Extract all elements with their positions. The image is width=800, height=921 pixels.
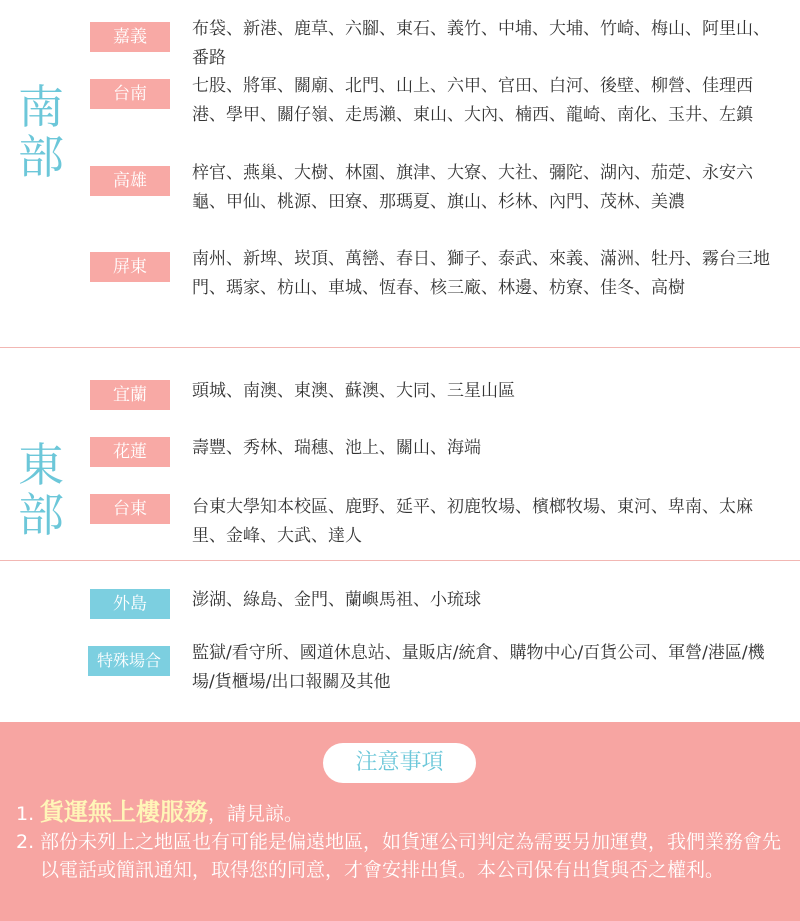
- notice-item-1-text: [40, 798, 790, 828]
- area-list-pingtung: 南州、新埤、崁頂、萬巒、春日、獅子、泰武、來義、滿洲、牡丹、霧台三地門、瑪家、枋山、車城、恆春、核三廠、林邊、枋寮、佳冬、高樹: [192, 249, 770, 298]
- area-tag-islands: 外島: [90, 589, 170, 619]
- notice-item-1-number: 1.: [16, 803, 35, 825]
- notice-panel: [0, 722, 800, 921]
- area-list-kaohsiung: 梓官、燕巢、大樹、林園、旗津、大寮、大社、彌陀、湖內、茄萣、永安六龜、甲仙、桃源、田寮、那瑪夏、旗山、杉林、內門、茂林、美濃: [192, 163, 753, 212]
- area-tag-pingtung: 屏東: [90, 252, 170, 282]
- notice-item-2-text: 部份未列上之地區也有可能是偏遠地區，如貨運公司判定為需要另加運費，我們業務會先以電話或簡訊通知，取得您的同意，才會安排出貨。本公司保有出貨與否之權利。: [40, 831, 782, 881]
- area-tag-hualien: 花蓮: [90, 437, 170, 467]
- notice-item-1-rest: ，請見諒。: [208, 803, 304, 825]
- notice-item-1-highlight: 貨運無上樓服務: [40, 798, 208, 826]
- notice-title: 注意事項: [323, 743, 476, 783]
- area-tag-special: 特殊場合: [88, 646, 170, 676]
- area-tag-tainan: 台南: [90, 79, 170, 109]
- area-list-special: 監獄/看守所、國道休息站、量販店/統倉、購物中心/百貨公司、軍營/港區/機場/貨櫃場/出口報關及其他: [192, 643, 765, 692]
- notice-item-2: [16, 828, 790, 914]
- notice-item-2-number: 2.: [16, 831, 35, 853]
- area-tag-chiayi: 嘉義: [90, 22, 170, 52]
- area-list-chiayi: 布袋、新港、鹿草、六腳、東石、義竹、中埔、大埔、竹崎、梅山、阿里山、番路: [192, 19, 770, 68]
- area-list-yilan: 頭城、南澳、東澳、蘇澳、大同、三星山區: [192, 381, 515, 401]
- area-list-tainan: 七股、將軍、關廟、北門、山上、六甲、官田、白河、後壁、柳營、佳理西港、學甲、關仔嶺、走馬瀨、東山、大內、楠西、龍崎、南化、玉井、左鎮: [192, 76, 753, 125]
- area-tag-kaohsiung: 高雄: [90, 166, 170, 196]
- region-name-east: 東部: [18, 438, 64, 542]
- area-tag-yilan: 宜蘭: [90, 380, 170, 410]
- area-list-taitung: 台東大學知本校區、鹿野、延平、初鹿牧場、檳榔牧場、東河、卑南、太麻里、金峰、大武、達人: [192, 497, 753, 546]
- notice-item-1: [16, 798, 790, 830]
- area-tag-taitung: 台東: [90, 494, 170, 524]
- area-list-hualien: 壽豐、秀林、瑞穗、池上、關山、海端: [192, 438, 481, 458]
- region-name-south: 南部: [18, 80, 64, 184]
- area-list-islands: 澎湖、綠島、金門、蘭嶼馬祖、小琉球: [192, 590, 481, 610]
